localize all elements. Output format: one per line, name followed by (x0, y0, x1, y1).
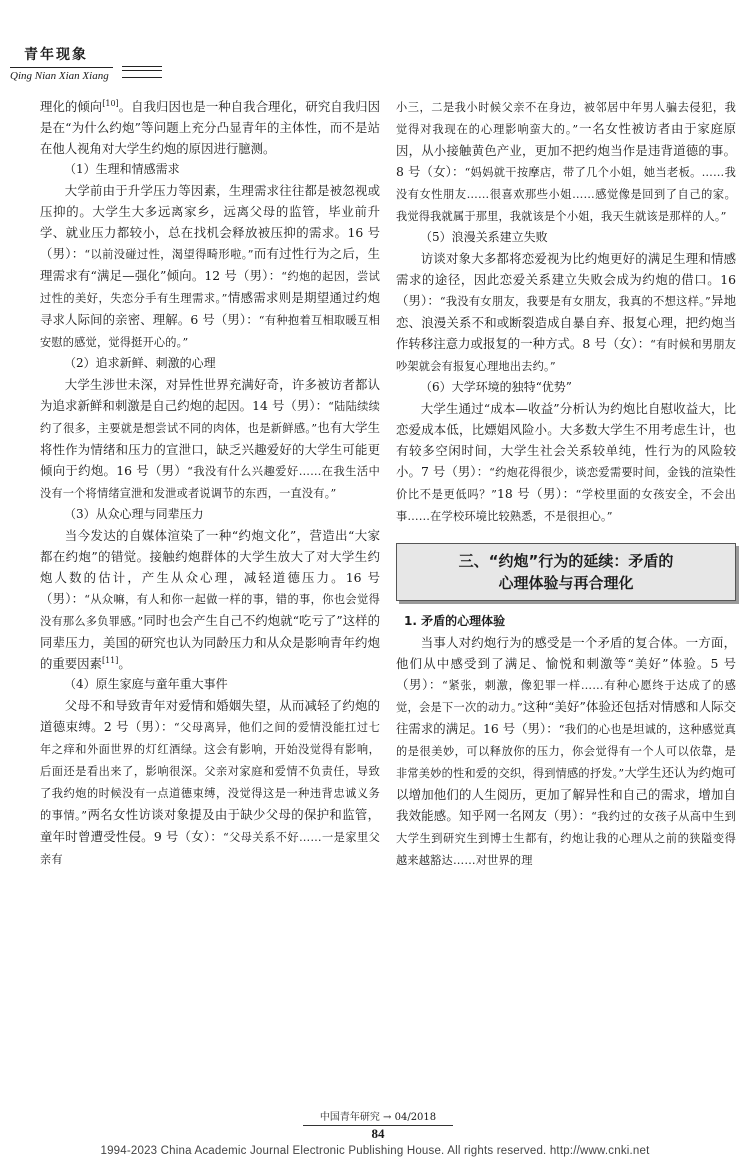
paragraph: 父母不和导致青年对爱情和婚姻失望，从而减轻了约炮的道德束缚。2 号（男）：“父母离异，他们之间的爱情没能扛过七年之痒和外面世界的灯红酒绿。这会有影响，开始没觉得有影响，后面还是看出来了，影响很深。父亲对家庭和爱情不负责任，导致了我约炮的时候没有一点道德束缚，没觉得这是一种违背忠诚义务的事情。”两名女性访谈对象提及由于缺少父母的保护和监管，童年时曾遭受性侵。9 号（女）：“父母关系不好……一是家里父亲有 (40, 698, 381, 866)
paragraph: 理化的倾向[10]。自我归因也是一种自我合理化，研究自我归因是在“为什么约炮”等问题上充分凸显青年的主体性，而不是站在他人视角对大学生约炮的原因进行臆测。 (40, 98, 381, 156)
cnki-watermark: 1994-2023 China Academic Journal Electronic Publishing House. All rights reserved. http://www.cnki.net (100, 1145, 650, 1157)
right-column (396, 96, 736, 871)
section-heading-line-1: 三、“约炮”行为的延续：矛盾的 (458, 552, 674, 570)
subheading-1: （1）生理和情感需求 (64, 162, 180, 176)
citation-ref: [10] (102, 98, 119, 108)
paragraph: 小三，二是我小时候父亲不在身边，被邻居中年男人骗去侵犯，我觉得对我现在的心理影响蛮大的。”一名女性被访者由于家庭原因，从小接触黄色产业，更加不把约炮当作是违背道德的事。8 号（女）：“妈妈就干按摩店，带了几个小姐，她当老板。……我没有女性朋友……很喜欢那些小姐……感觉像是回到了自己的家。我觉得我就属于那里，我就该是个小姐，我天生就该是那样的人。” (396, 101, 736, 223)
subheading-6: （6）大学环境的独特“优势” (420, 380, 572, 394)
subsection-heading: 1. 矛盾的心理体验 (404, 614, 506, 628)
header-decor-lines (122, 66, 162, 78)
left-column (40, 96, 380, 870)
subheading-3: （3）从众心理与同辈压力 (64, 507, 204, 521)
paragraph: 大学生通过“成本—收益”分析认为约炮比自慰收益大，比恋爱成本低，比嫖娼风险小。大多数大学生不用考虑生计，也有较多空闲时间，大学生社会关系较单纯，性行为的风险较小。7 号（男）：“约炮花得很少，谈恋爱需要时间，金钱的渲染性价比不是更低吗？”18 号（男）：“学校里面的女孩安全，不会出事……在学校环境比较熟悉，不是很担心。” (396, 401, 737, 523)
footer-journal-line: 中国青年研究 → 04/2018 (303, 1111, 453, 1126)
page-number: 84 (371, 1126, 385, 1141)
paragraph: 当今发达的自媒体渲染了一种“约炮文化”，营造出“大家都在约炮”的错觉。接触约炮群体的大学生放大了对大学生约炮人数的估计，产生从众心理，减轻道德压力。16 号（男）：“从众嘛，有人和你一起做一样的事，错的事，你也会觉得没有那么多负罪感。”同时也会产生自己不约炮就“吃亏了”这样的同辈压力，美国的研究也认为同龄压力和从众是影响青年约炮的重要因素[11]。 (40, 528, 381, 671)
citation-ref: [11] (101, 655, 119, 665)
paragraph: 大学生涉世未深，对异性世界充满好奇，许多被访者都认为追求新鲜和刺激是自己约炮的起因。14 号（男）：“陆陆续续约了很多，主要就是想尝试不同的肉体，也是新鲜感。”也有大学生将性作为情绪和压力的宣泄口，缺乏兴趣爱好的大学生可能更倾向于约炮。16 号（男）“我没有什么兴趣爱好……在我生活中没有一个将情绪宣泄和发泄或者说调节的东西，一直没有。” (40, 377, 380, 500)
subheading-4: （4）原生家庭与童年重大事件 (64, 677, 228, 691)
journal-name: 中国青年研究 (319, 1112, 380, 1123)
column-title: 青年现象 (24, 47, 88, 63)
subheading-2: （2）追求新鲜、刺激的心理 (64, 356, 216, 370)
running-header (10, 44, 150, 83)
issue-number: 04/2018 (394, 1112, 437, 1123)
paragraph: 访谈对象大多都将恋爱视为比约炮更好的满足生理和情感需求的途径，因此恋爱关系建立失败会成为约炮的借口。16（男）：“我没有女朋友，我要是有女朋友，我真的不想这样。”异地恋、浪漫关系不和或断裂造成自暴自弃、报复心理，把约炮当作转移注意力或报复的一种方式。8 号（女）：“有时候和男朋友吵架就会有报复心理地出去约。” (396, 251, 737, 373)
paragraph: 当事人对约炮行为的感受是一个矛盾的复合体。一方面，他们从中感受到了满足、愉悦和刺激等“美好”体验。5 号（男）：“紧张，刺激，像犯罪一样……有种心愿终于达成了的感觉，会是下一次的动力。”这种“美好”体验还包括对情感和人际交往需求的满足。16 号（男）：“我们的心也是坦诚的，这种感觉真的是很美妙，可以释放你的压力，你会觉得有一个人可以依靠，是非常美妙的性和爱的交织，得到情感的抒发。”大学生还认为约炮可以增加他们的人生阅历，更加了解异性和自己的需求，增加自我效能感。知乎网一名网友（男）：“我约过的女孩子从高中生到大学生到研究生到博士生都有，约炮让我的心理从之前的狭隘变得越来越豁达……对世界的理 (396, 635, 737, 867)
section-heading-line-2: 心理体验与再合理化 (498, 574, 634, 592)
subheading-5: （5）浪漫关系建立失败 (420, 230, 548, 244)
column-pinyin: Qing Nian Xian Xiang (10, 67, 113, 82)
section-heading-box (396, 543, 736, 601)
paragraph: 大学前由于升学压力等因素，生理需求往往都是被忽视或压抑的。大学生大多远离家乡，远离父母的监管，毕业前升学、就业压力都较小，总在找机会释放被压抑的需求。16 号（男）：“以前没碰过性，渴望得畸形啦。”而有过性行为之后，生理需求有“满足—强化”倾向。12 号（男）：“约炮的起因，尝试过性的美好，失恋分手有生理需求。”情感需求则是期望通过约炮寻求人际间的亲密、理解。6 号（男）：“有种抱着互相取暖互相安慰的感觉，觉得挺开心的。” (40, 183, 380, 349)
